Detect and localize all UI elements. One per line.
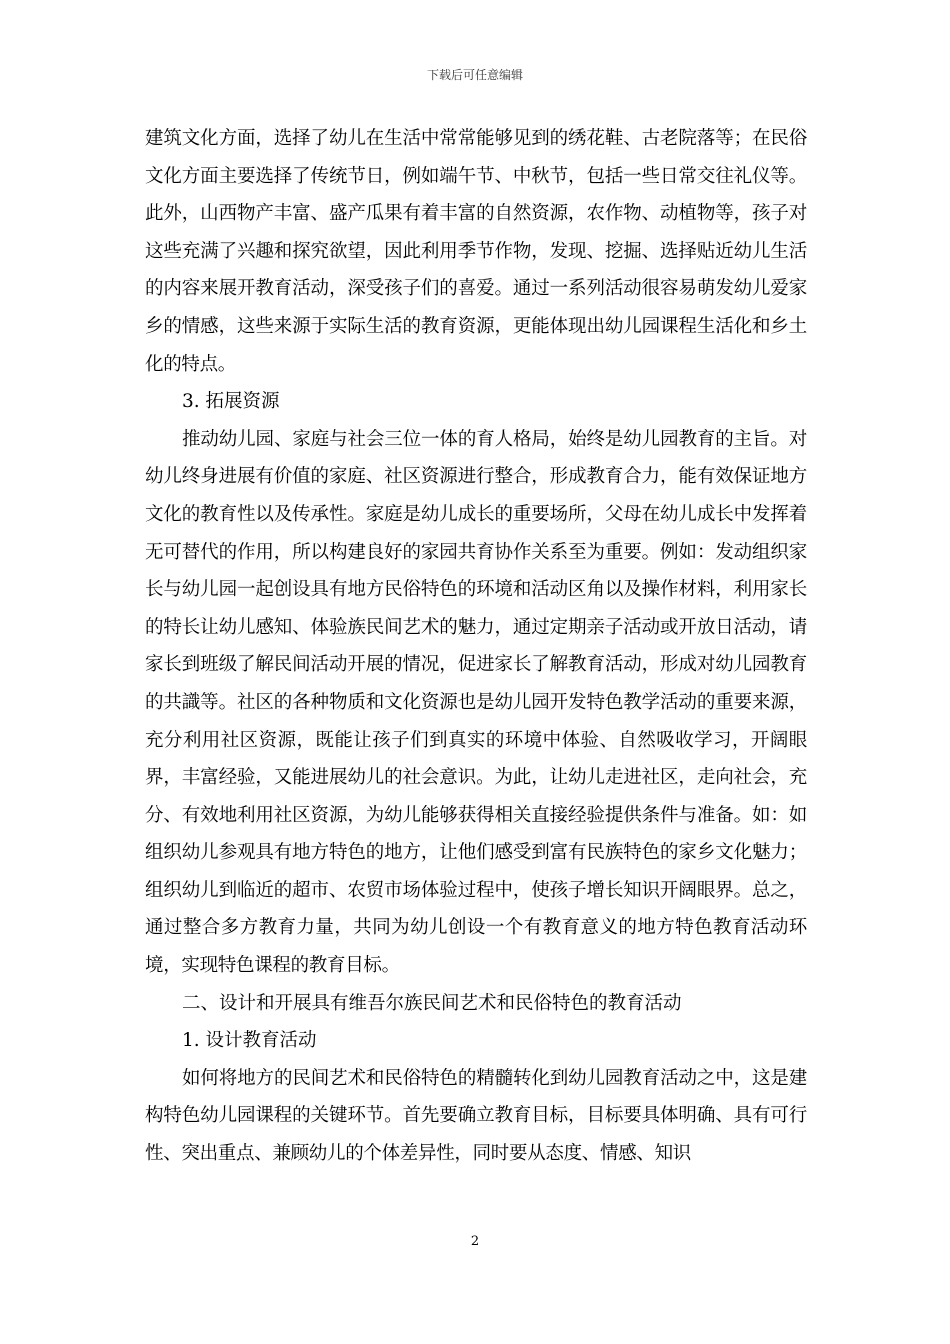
section-heading-two: 二、设计和开展具有维吾尔族民间艺术和民俗特色的教育活动 bbox=[182, 992, 682, 1014]
document-body bbox=[145, 120, 807, 1173]
page-number: 2 bbox=[470, 1234, 480, 1249]
heading-expand-resources: 3. 拓展资源 bbox=[182, 391, 280, 413]
paragraph-expand-resources: 推动幼儿园、家庭与社会三位一体的育人格局，始终是幼儿园教育的主旨。对幼儿终身进展有价值的家庭、社区资源进行整合，形成教育合力，能有效保证地方文化的教育性以及传承性。家庭是幼儿成长的重要场所，父母在幼儿成长中发挥着无可替代的作用，所以构建良好的家园共育协作关系至为重要。例如：发动组织家长与幼儿园一起创设具有地方民俗特色的环境和活动区角以及操作材料，利用家长的特长让幼儿感知、体验族民间艺术的魅力，通过定期亲子活动或开放日活动，请家长到班级了解民间活动开展的情况，促进家长了解教育活动，形成对幼儿园教育的共識等。社区的各种物质和文化资源也是幼儿园开发特色教学活动的重要来源，充分利用社区资源，既能让孩子们到真实的环境中体验、自然吸收学习，开阔眼界，丰富经验，又能进展幼儿的社会意识。为此，让幼儿走进社区，走向社会，充分、有效地利用社区资源，为幼儿能够获得相关直接经验提供条件与准备。如：如组织幼儿参观具有地方特色的地方，让他们感受到富有民族特色的家乡文化魅力；组织幼儿到临近的超市、农贸市场体验过程中，使孩子增长知识开阔眼界。总之，通过整合多方教育力量，共同为幼儿创设一个有教育意义的地方特色教育活动环境，实现特色课程的教育目标。 bbox=[145, 428, 807, 977]
page-header: 下载后可任意编辑 bbox=[426, 68, 523, 82]
heading-design-activities: 1. 设计教育活动 bbox=[182, 1030, 317, 1052]
paragraph-design-activities: 如何将地方的民间艺术和民俗特色的精髓转化到幼儿园教育活动之中，这是建构特色幼儿园课程的关键环节。首先要确立教育目标，目标要具体明确、具有可行性、突出重点、兼顾幼儿的个体差异性，同时要从态度、情感、知识 bbox=[145, 1067, 807, 1165]
paragraph-architecture-culture: 建筑文化方面，选择了幼儿在生活中常常能够见到的绣花鞋、古老院落等；在民俗文化方面主要选择了传统节日，例如端午节、中秋节，包括一些日常交往礼仪等。此外，山西物产丰富、盛产瓜果有着丰富的自然资源，农作物、动植物等，孩子对这些充满了兴趣和探究欲望，因此利用季节作物，发现、挖掘、选择贴近幼儿生活的内容来展开教育活动，深受孩子们的喜爱。通过一系列活动很容易萌发幼儿爱家乡的情感，这些来源于实际生活的教育资源，更能体现出幼儿园课程生活化和乡土化的特点。 bbox=[145, 128, 807, 375]
